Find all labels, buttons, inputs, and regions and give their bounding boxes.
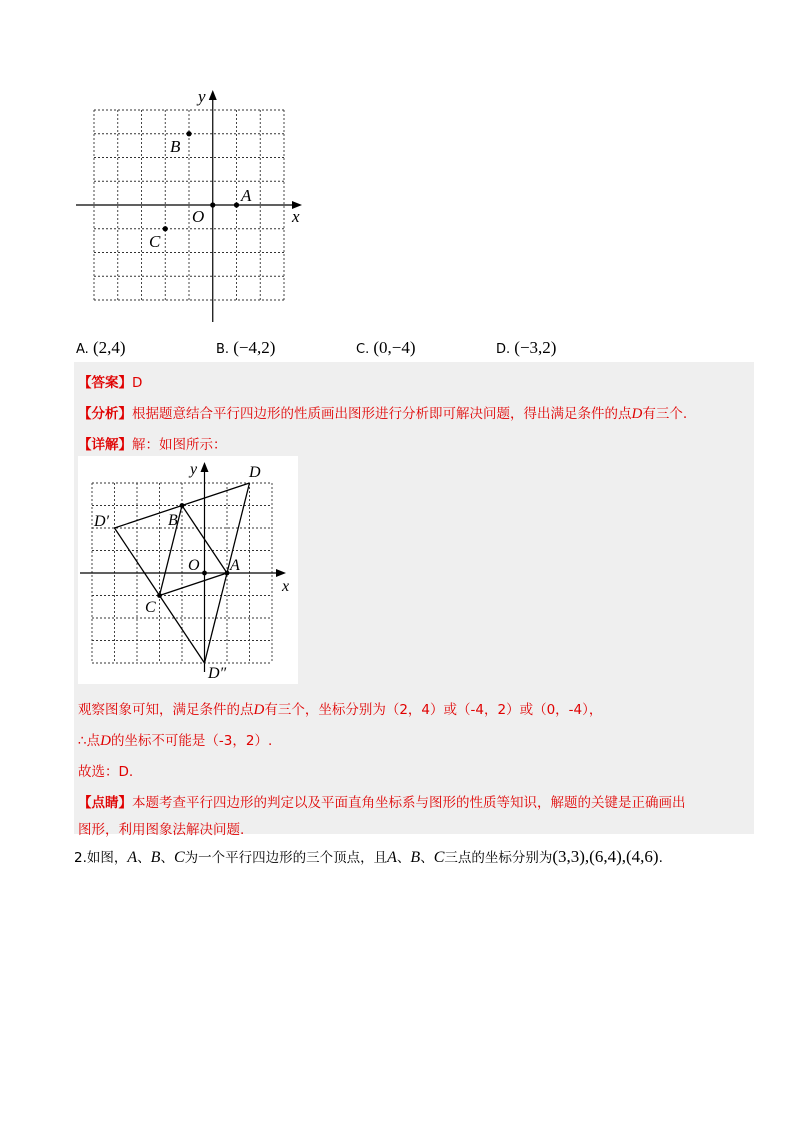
- y-axis-arrow-icon: [209, 90, 217, 100]
- point-d2-label: D″: [208, 665, 227, 682]
- option-a-value: (2,4): [92, 338, 126, 357]
- answer-line: [78, 371, 142, 391]
- analysis-line: [78, 402, 687, 423]
- option-c-value: (0,−4): [373, 338, 416, 357]
- analysis-text-after: 有三个.: [642, 406, 688, 422]
- option-d-value: (−3,2): [514, 338, 557, 357]
- option-b-value: (−4,2): [233, 338, 276, 357]
- question-2-text-3: 三点的坐标分别为: [444, 850, 553, 866]
- conclusion-point-2: D: [100, 733, 111, 749]
- question-2-end: .: [658, 850, 663, 866]
- point-b-label-2: B: [168, 512, 178, 529]
- question-2-sep-4: 、: [420, 850, 434, 866]
- detail-text: 解：如图所示：: [132, 437, 227, 453]
- analysis-text-before: 根据题意结合平行四边形的性质画出图形进行分析即可解决问题，得出满足条件的点: [132, 406, 632, 422]
- option-a[interactable]: [76, 338, 126, 358]
- y-axis-label-2: y: [190, 461, 198, 478]
- origin-point: [210, 202, 215, 207]
- conclusion-line-2: [78, 729, 272, 750]
- figure-2-solution-diagram: [78, 456, 298, 684]
- answer-tag: 【答案】: [78, 375, 132, 391]
- option-c-letter: C.: [356, 342, 370, 357]
- origin-label: O: [192, 207, 205, 226]
- point-a-2: [225, 571, 230, 576]
- conclusion-text-2b: 的坐标不可能是（-3，2）.: [110, 733, 273, 749]
- conclusion-line-1: [78, 698, 602, 719]
- question-2-sep-3: 、: [396, 850, 411, 866]
- comment-tag: 【点睛】: [78, 795, 132, 811]
- option-c[interactable]: [356, 338, 416, 358]
- conclusion-text-1b: 有三个，坐标分别为（2，4）或（-4，2）或（0，-4），: [264, 702, 603, 718]
- question-2-a2: A: [387, 849, 397, 866]
- question-2-sep-1: 、: [137, 850, 151, 866]
- analysis-point: D: [631, 406, 643, 422]
- point-a-label: A: [241, 186, 252, 205]
- comment-line-2: 图形，利用图象法解决问题.: [78, 822, 245, 838]
- question-2-b: B: [150, 849, 161, 866]
- figure-1-coordinate-grid: [70, 82, 320, 332]
- comment-line-1: [78, 791, 686, 811]
- comment-text-1: 本题考查平行四边形的判定以及平面直角坐标系与图形的性质等知识，解题的关键是正确画出: [132, 795, 686, 811]
- question-2-sep-2: 、: [160, 850, 174, 866]
- question-2-b2: B: [410, 849, 421, 866]
- conclusion-line-3: 故选：D.: [78, 764, 134, 780]
- option-d-letter: D.: [496, 342, 511, 357]
- option-b-letter: B.: [216, 342, 230, 357]
- conclusion-text-2a: ∴点: [78, 733, 101, 749]
- point-b-label: B: [170, 137, 181, 156]
- question-2-a: A: [127, 849, 138, 866]
- option-d[interactable]: [496, 338, 556, 358]
- question-2-c2: C: [433, 849, 445, 866]
- x-axis-label: x: [292, 207, 300, 226]
- question-2-c: C: [173, 849, 185, 866]
- option-b[interactable]: [216, 338, 275, 358]
- conclusion-point-1: D: [253, 702, 265, 718]
- point-a: [234, 202, 239, 207]
- y-axis-label: y: [198, 87, 206, 106]
- analysis-tag: 【分析】: [78, 406, 132, 422]
- question-2-text-2: 为一个平行四边形的三个顶点，且: [184, 850, 388, 866]
- conclusion-text-1a: 观察图象可知，满足条件的点: [78, 702, 254, 718]
- question-2-number: 2.: [74, 850, 87, 866]
- point-d1-label: D′: [94, 513, 110, 530]
- point-c-label: C: [149, 232, 161, 251]
- detail-line: [78, 433, 227, 453]
- point-c: [163, 226, 168, 231]
- question-2-coords: (3,3),(6,4),(4,6): [552, 847, 659, 866]
- point-b-2: [180, 503, 185, 508]
- point-c-2: [157, 593, 162, 598]
- point-a-label-2: A: [230, 557, 240, 574]
- question-2-text-1: 如图，: [86, 850, 128, 866]
- question-2: [74, 846, 663, 867]
- detail-tag: 【详解】: [78, 437, 132, 453]
- x-axis-label-2: x: [282, 578, 290, 595]
- point-d-label: D: [249, 464, 261, 481]
- option-a-letter: A.: [76, 342, 89, 357]
- point-b: [186, 131, 191, 136]
- answer-value: D: [132, 375, 143, 391]
- point-c-label-2: C: [145, 599, 156, 616]
- origin-point-2: [202, 571, 207, 576]
- origin-label-2: O: [188, 557, 200, 574]
